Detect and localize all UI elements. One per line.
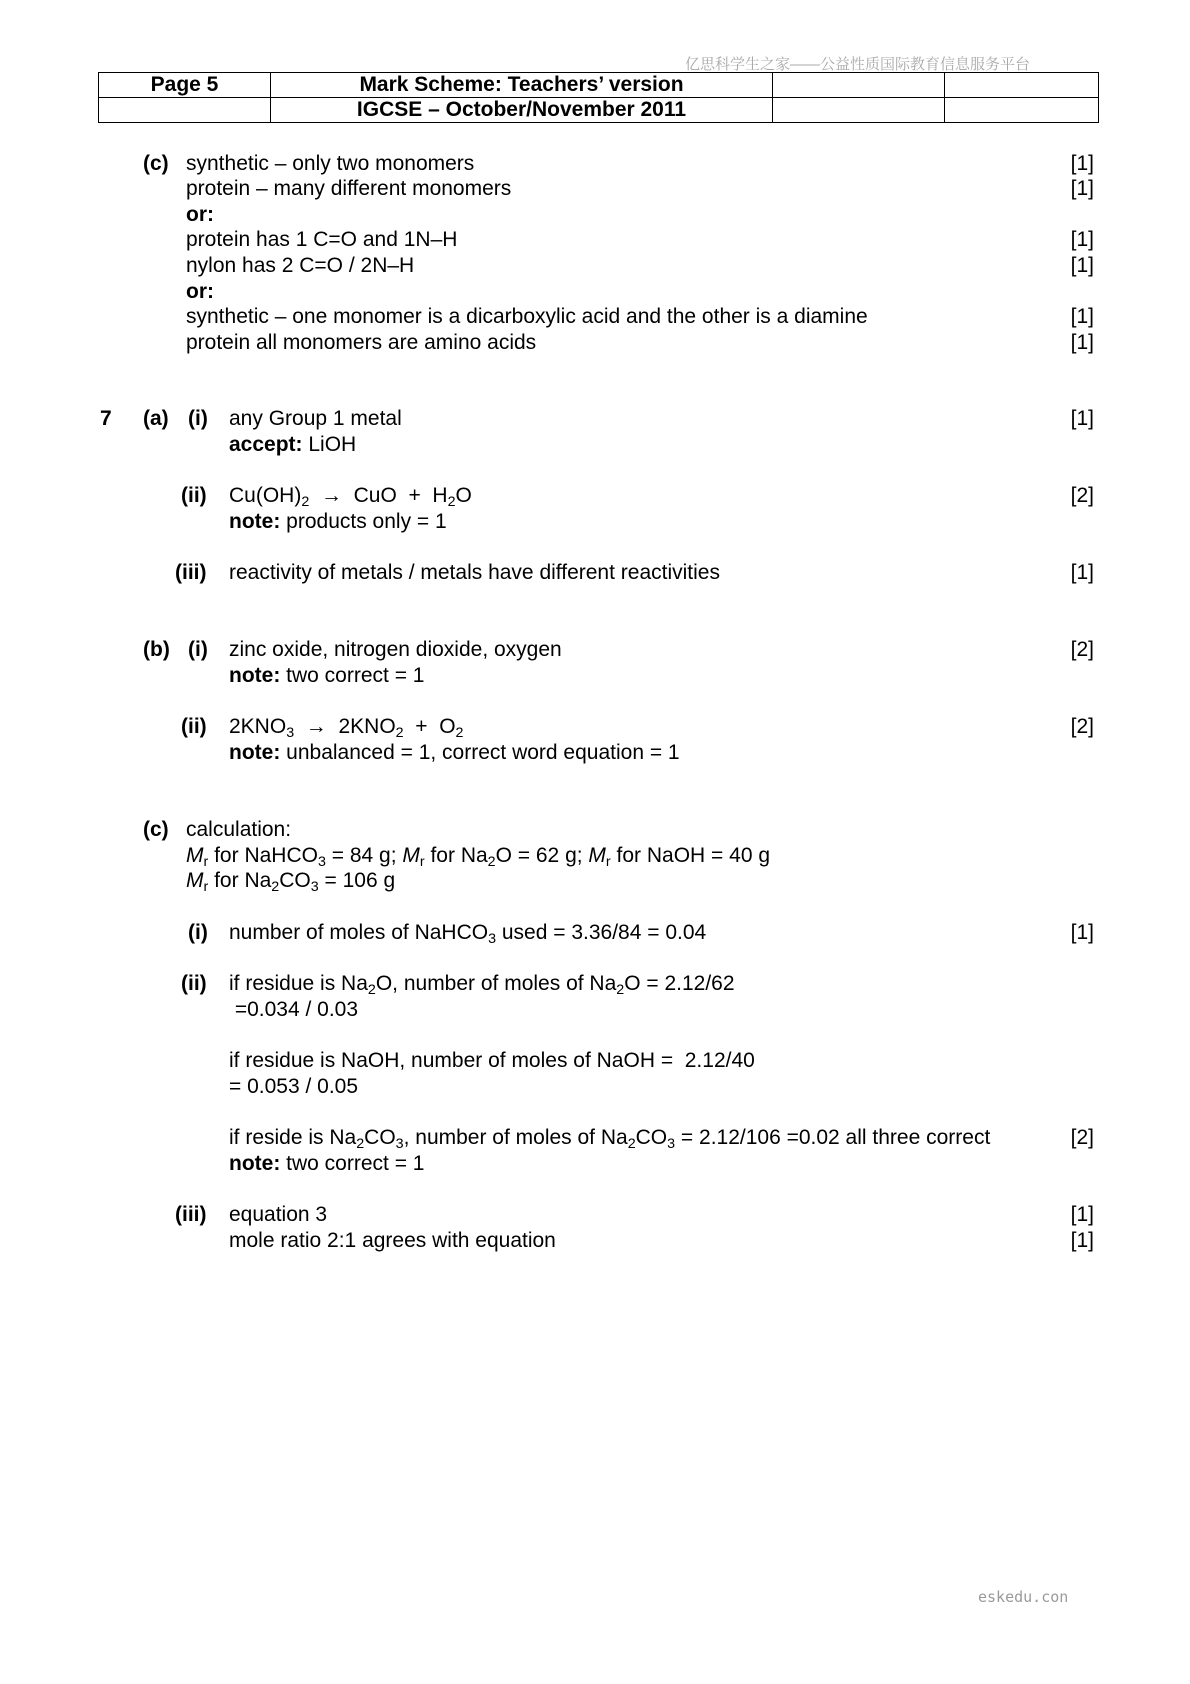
q7a-ii-mark: [2] xyxy=(1070,484,1094,507)
q7b-i-mark: [2] xyxy=(1070,638,1094,661)
accept-text: LiOH xyxy=(308,433,357,456)
q7c-ii-p2-line-1: if residue is NaOH, number of moles of NaOH = 2.12/40 xyxy=(229,1049,755,1072)
q7b-i-label: (i) xyxy=(188,638,208,661)
header-empty-4 xyxy=(773,98,945,123)
q7c-ii-p2-line-2: = 0.053 / 0.05 xyxy=(229,1075,359,1098)
watermark-top: 亿思科学生之家——公益性质国际教育信息服务平台 xyxy=(685,56,1031,73)
q6c-line-5: synthetic – one monomer is a dicarboxylic acid and the other is a diamine xyxy=(186,305,868,328)
q6c-mark-6: [1] xyxy=(1070,331,1094,354)
q7c-mr-line-1: $M_r$ for NaHCO$_3$ = 84 g; $M_r$ for $Na_2O = 62$ g; $M_r$ for NaOH = 40 g xyxy=(186,844,771,870)
q6c-line-4: nylon has 2 C=O / 2N–H xyxy=(186,254,415,277)
watermark-bottom: eskedu.con xyxy=(978,1588,1069,1606)
q7c-ii-label: (ii) xyxy=(181,972,207,995)
q6c-mark-3: [1] xyxy=(1070,228,1094,251)
q6c-mark-2: [1] xyxy=(1070,177,1094,200)
q7c-mr-line-2: $M_r$ for $Na_2CO_3 = 106$ g xyxy=(186,869,396,895)
q7c-ii-p3-line-1: if reside is $Na_2CO_3$, number of moles of $Na_2CO_3 = 2.12/106 =0.02$ all three correct xyxy=(229,1126,991,1152)
header-empty-5 xyxy=(945,98,1099,123)
q7a-ii-note: note: products only = 1 xyxy=(229,510,447,533)
q7a-iii-mark: [1] xyxy=(1070,561,1094,584)
q7a-iii-label: (iii) xyxy=(175,561,207,584)
header-empty-2 xyxy=(945,73,1099,98)
q7a-i-accept xyxy=(229,434,356,455)
header-page: Page 5 xyxy=(99,73,271,98)
q7c-i-label: (i) xyxy=(188,921,208,944)
header-empty-3 xyxy=(99,98,271,123)
q7c-i-line: number of moles of NaHCO$_3$ used = 3.36/84 = 0.04 xyxy=(229,921,707,947)
q7b-label: (b) xyxy=(143,638,170,661)
q7b-ii-equation: $2KNO_3 \to 2KNO_2 + O_2$ xyxy=(229,715,464,741)
q7a-label: (a) xyxy=(143,407,169,430)
q7b-ii-mark: [2] xyxy=(1070,715,1094,738)
accept-label: accept: xyxy=(229,433,303,456)
q7b-ii-note: note: unbalanced = 1, correct word equation = 1 xyxy=(229,741,680,764)
q7c-iii-label: (iii) xyxy=(175,1203,207,1226)
q6c-mark-4: [1] xyxy=(1070,254,1094,277)
q6c-or-2: or: xyxy=(186,280,214,303)
q6c-or-1: or: xyxy=(186,203,214,226)
q6c-mark-1: [1] xyxy=(1070,152,1094,175)
q7-number: 7 xyxy=(100,407,112,430)
q7b-i-note: note: two correct = 1 xyxy=(229,664,425,687)
q6c-line-6: protein all monomers are amino acids xyxy=(186,331,537,354)
q7c-intro: calculation: xyxy=(186,818,292,841)
header-title: Mark Scheme: Teachers’ version xyxy=(271,73,773,98)
q7c-ii-p1-line-2: =0.034 / 0.03 xyxy=(229,998,359,1021)
q7a-i-label: (i) xyxy=(188,407,208,430)
q7c-iii-mark-2: [1] xyxy=(1070,1229,1094,1252)
q6c-line-1: synthetic – only two monomers xyxy=(186,152,475,175)
q7c-label: (c) xyxy=(143,818,169,841)
q7a-ii-label: (ii) xyxy=(181,484,207,507)
q7c-iii-line-1: equation 3 xyxy=(229,1203,328,1226)
q6c-line-3: protein has 1 C=O and 1N–H xyxy=(186,228,458,251)
q7a-i-mark: [1] xyxy=(1070,407,1094,430)
q7c-iii-line-2: mole ratio 2:1 agrees with equation xyxy=(229,1229,556,1252)
q7a-iii-line: reactivity of metals / metals have different reactivities xyxy=(229,561,720,584)
header-empty-1 xyxy=(773,73,945,98)
q7c-ii-note: note: two correct = 1 xyxy=(229,1152,425,1175)
q7c-i-mark: [1] xyxy=(1070,921,1094,944)
q6c-line-2: protein – many different monomers xyxy=(186,177,512,200)
q7c-iii-mark-1: [1] xyxy=(1070,1203,1094,1226)
header-table xyxy=(98,72,1099,123)
q6c-mark-5: [1] xyxy=(1070,305,1094,328)
q7b-ii-label: (ii) xyxy=(181,715,207,738)
q6c-label: (c) xyxy=(143,152,169,175)
q7b-i-line: zinc oxide, nitrogen dioxide, oxygen xyxy=(229,638,562,661)
q7a-ii-equation: $Cu(OH)_2$ → CuO + $H_2O$ xyxy=(229,484,472,510)
q7c-ii-mark: [2] xyxy=(1070,1126,1094,1149)
q7a-i-line: any Group 1 metal xyxy=(229,407,402,430)
header-subtitle: IGCSE – October/November 2011 xyxy=(271,98,773,123)
q7c-ii-p1-line-1: if residue is $Na_2O$, number of moles of $Na_2O = 2.12/62$ xyxy=(229,972,735,998)
